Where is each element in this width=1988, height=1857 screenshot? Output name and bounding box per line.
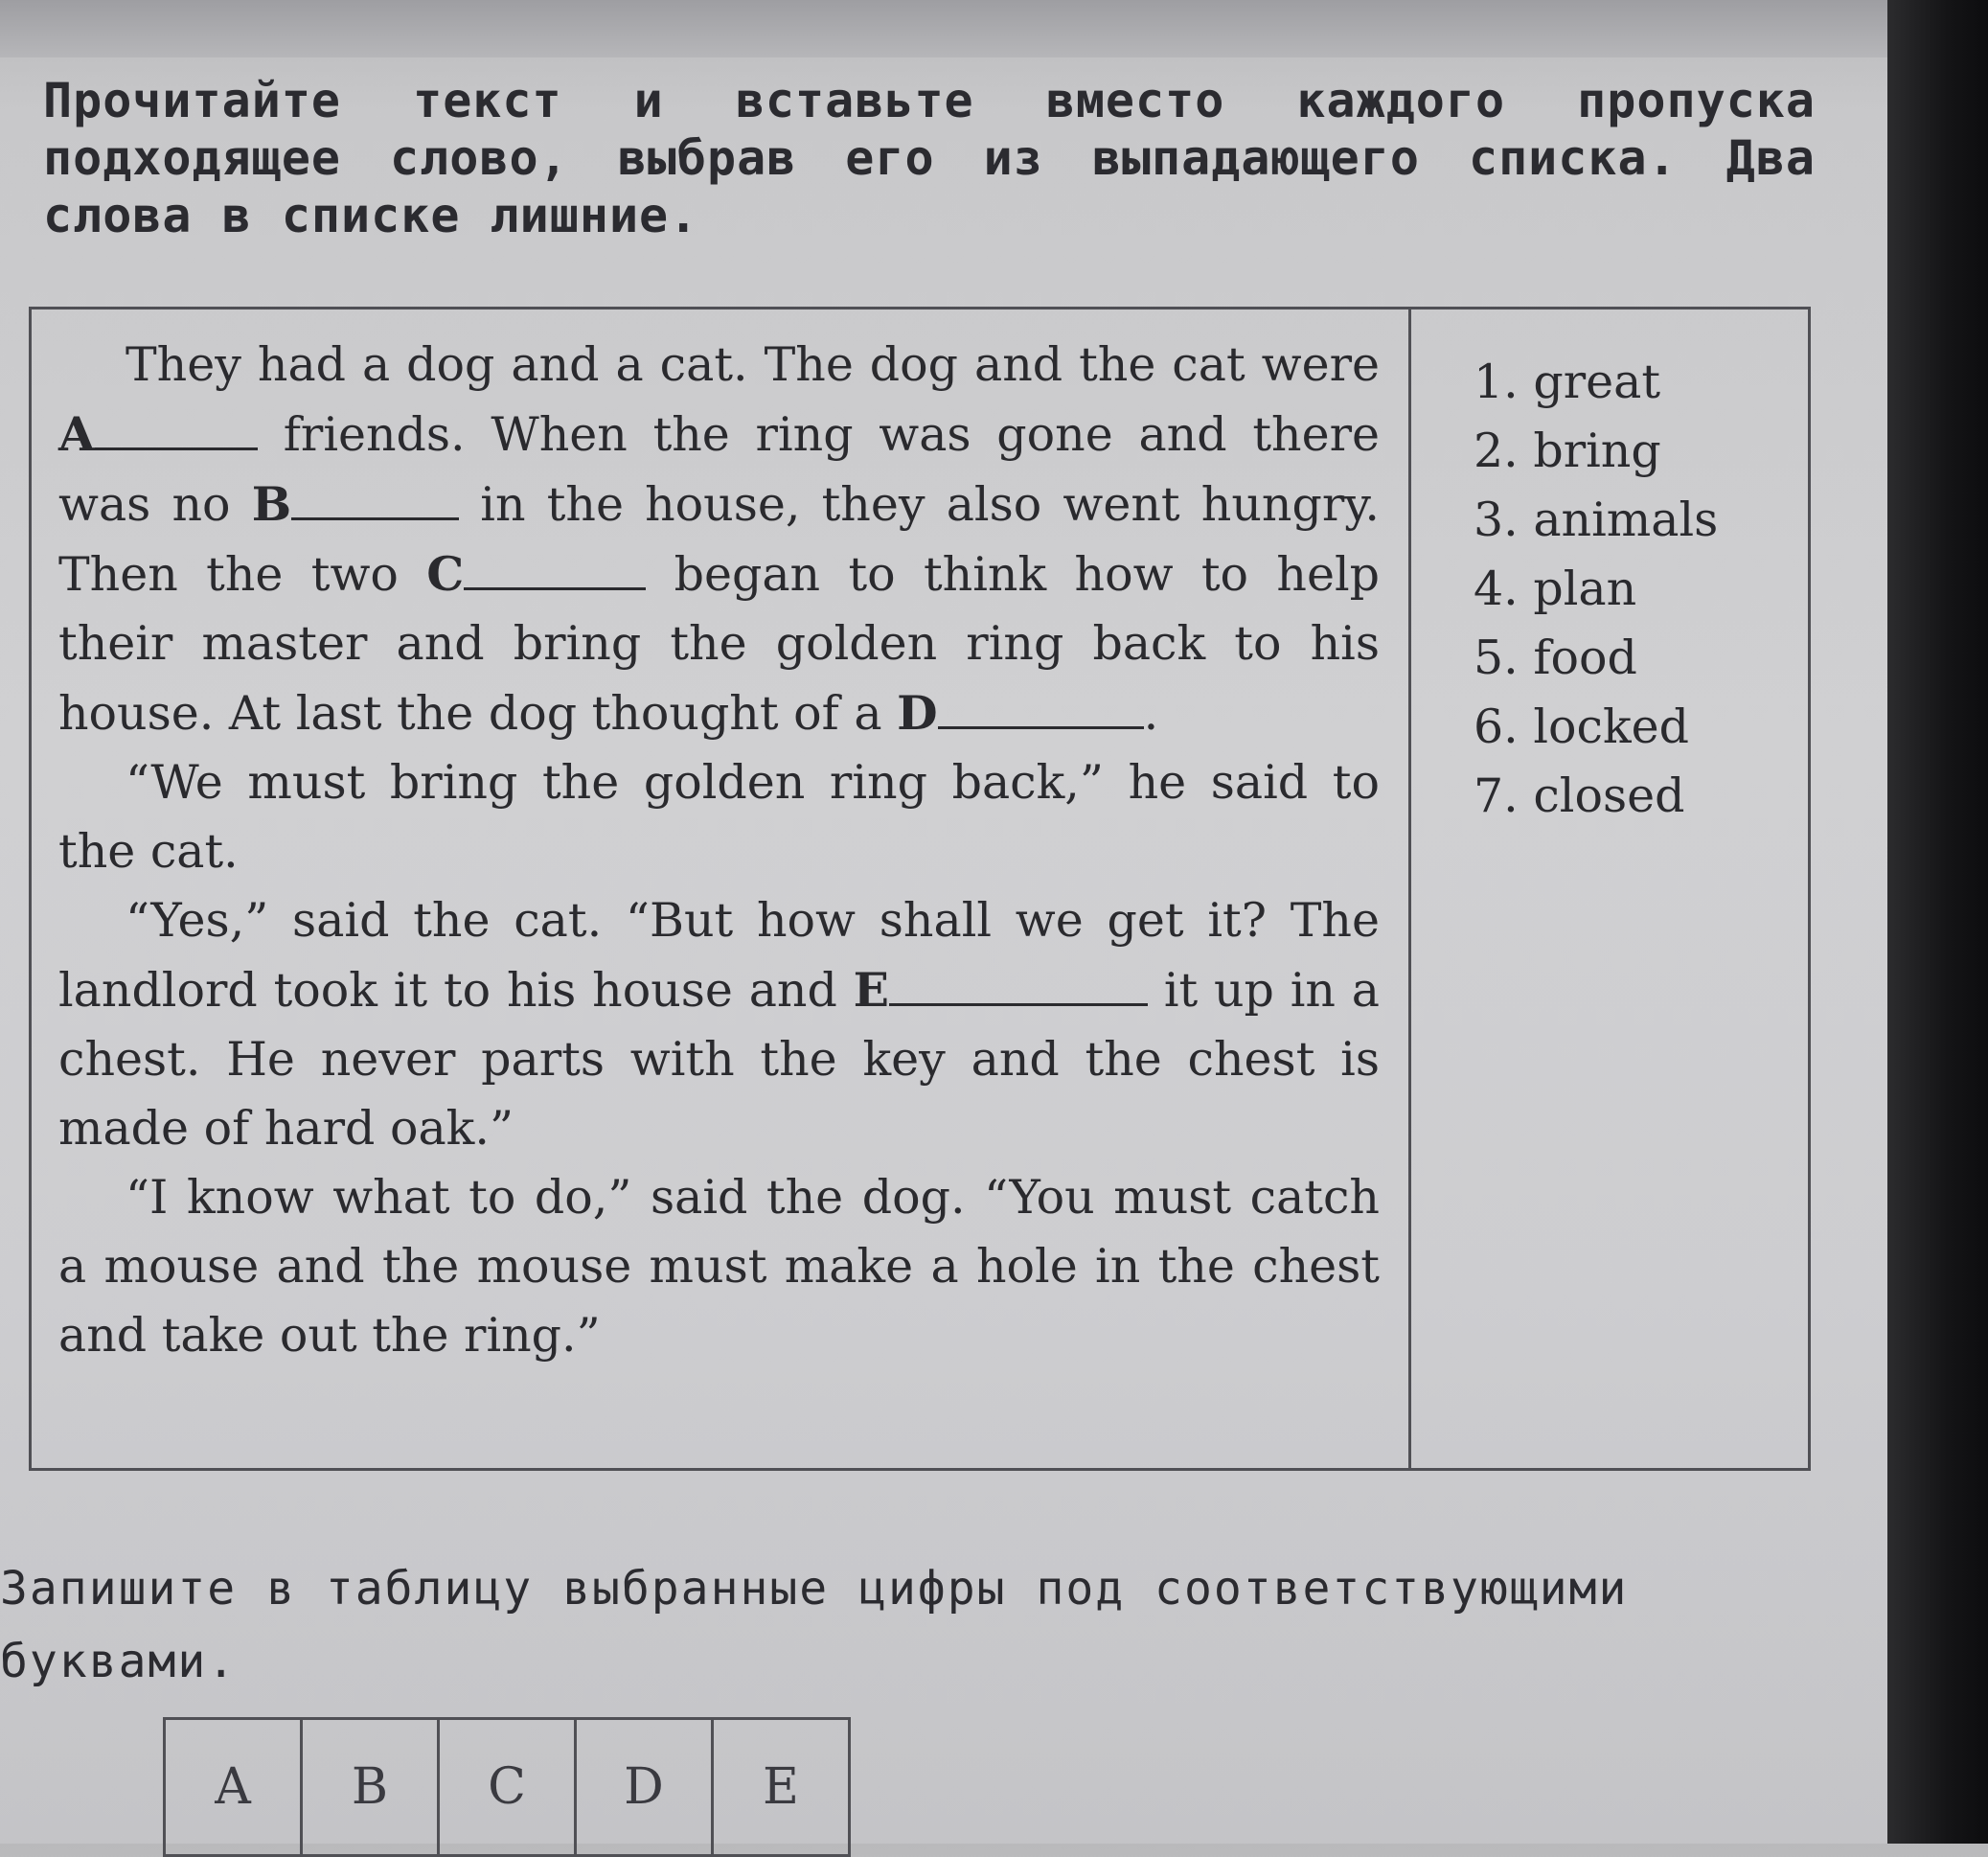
answer-table — [163, 1717, 851, 1857]
word-option: 3. animals — [1474, 493, 1719, 547]
passage-text: “Yes,” said the cat. “But how shall we get it? The landlord took it to his house and — [58, 893, 1380, 1018]
gap-d[interactable] — [938, 688, 1144, 729]
gap-c[interactable] — [464, 549, 646, 590]
gap-letter-c: C — [426, 546, 465, 602]
task-instruction: Прочитайте текст и вставьте вместо каждого пропуска подходящее слово, выбрав его из выпадающего списка. Два слова в списке лишние. — [43, 73, 1816, 243]
page-top-shadow — [0, 0, 1988, 57]
passage-text: in the house, they also went hungry. Then the two — [58, 477, 1380, 602]
word-option: 4. plan — [1474, 562, 1637, 616]
passage-text: They had a dog and a cat. The dog and the cat were — [126, 337, 1380, 392]
answer-header-e[interactable]: E — [713, 1719, 850, 1856]
passage-paragraph-4: “I know what to do,” said the dog. “You must catch a mouse and the mouse must make a hole in the chest and take out the ring.” — [58, 1170, 1380, 1363]
gap-b[interactable] — [291, 479, 459, 520]
passage-text: . — [1143, 686, 1159, 741]
task-table — [29, 307, 1811, 1471]
gap-letter-e: E — [853, 962, 890, 1018]
passage-text: began to think how to help their master and bring the golden ring back to his house. At last the dog thought of a — [58, 547, 1380, 741]
gap-e[interactable] — [889, 965, 1148, 1006]
word-option: 7. closed — [1474, 768, 1685, 823]
word-options-list — [1411, 310, 1808, 1468]
passage-paragraph-3 — [58, 886, 1380, 1163]
passage-text: friends. When the ring was gone and there was no — [58, 407, 1380, 532]
page-edge-shadow — [1887, 0, 1988, 1844]
answer-header-a[interactable]: A — [165, 1719, 302, 1856]
word-option: 2. bring — [1474, 424, 1661, 478]
gap-a[interactable] — [95, 409, 258, 450]
answer-header-d[interactable]: D — [576, 1719, 713, 1856]
word-option: 5. food — [1474, 630, 1637, 685]
answer-header-c[interactable]: C — [439, 1719, 576, 1856]
word-option: 6. locked — [1474, 699, 1689, 754]
gap-letter-d: D — [897, 685, 938, 741]
gap-letter-a: A — [58, 406, 96, 462]
answer-instruction: Запишите в таблицу выбранные цифры под соответствующими буквами. — [0, 1562, 1629, 1688]
gap-letter-b: B — [251, 476, 292, 532]
passage-cell — [32, 310, 1411, 1468]
answer-header-b[interactable]: B — [302, 1719, 439, 1856]
passage-text: it up in a chest. He never parts with the key and the chest is made of hard oak.” — [58, 963, 1380, 1156]
passage-paragraph-2: “We must bring the golden ring back,” he said to the cat. — [58, 755, 1380, 879]
passage-paragraph-1 — [58, 331, 1380, 748]
word-option: 1. great — [1474, 355, 1661, 409]
